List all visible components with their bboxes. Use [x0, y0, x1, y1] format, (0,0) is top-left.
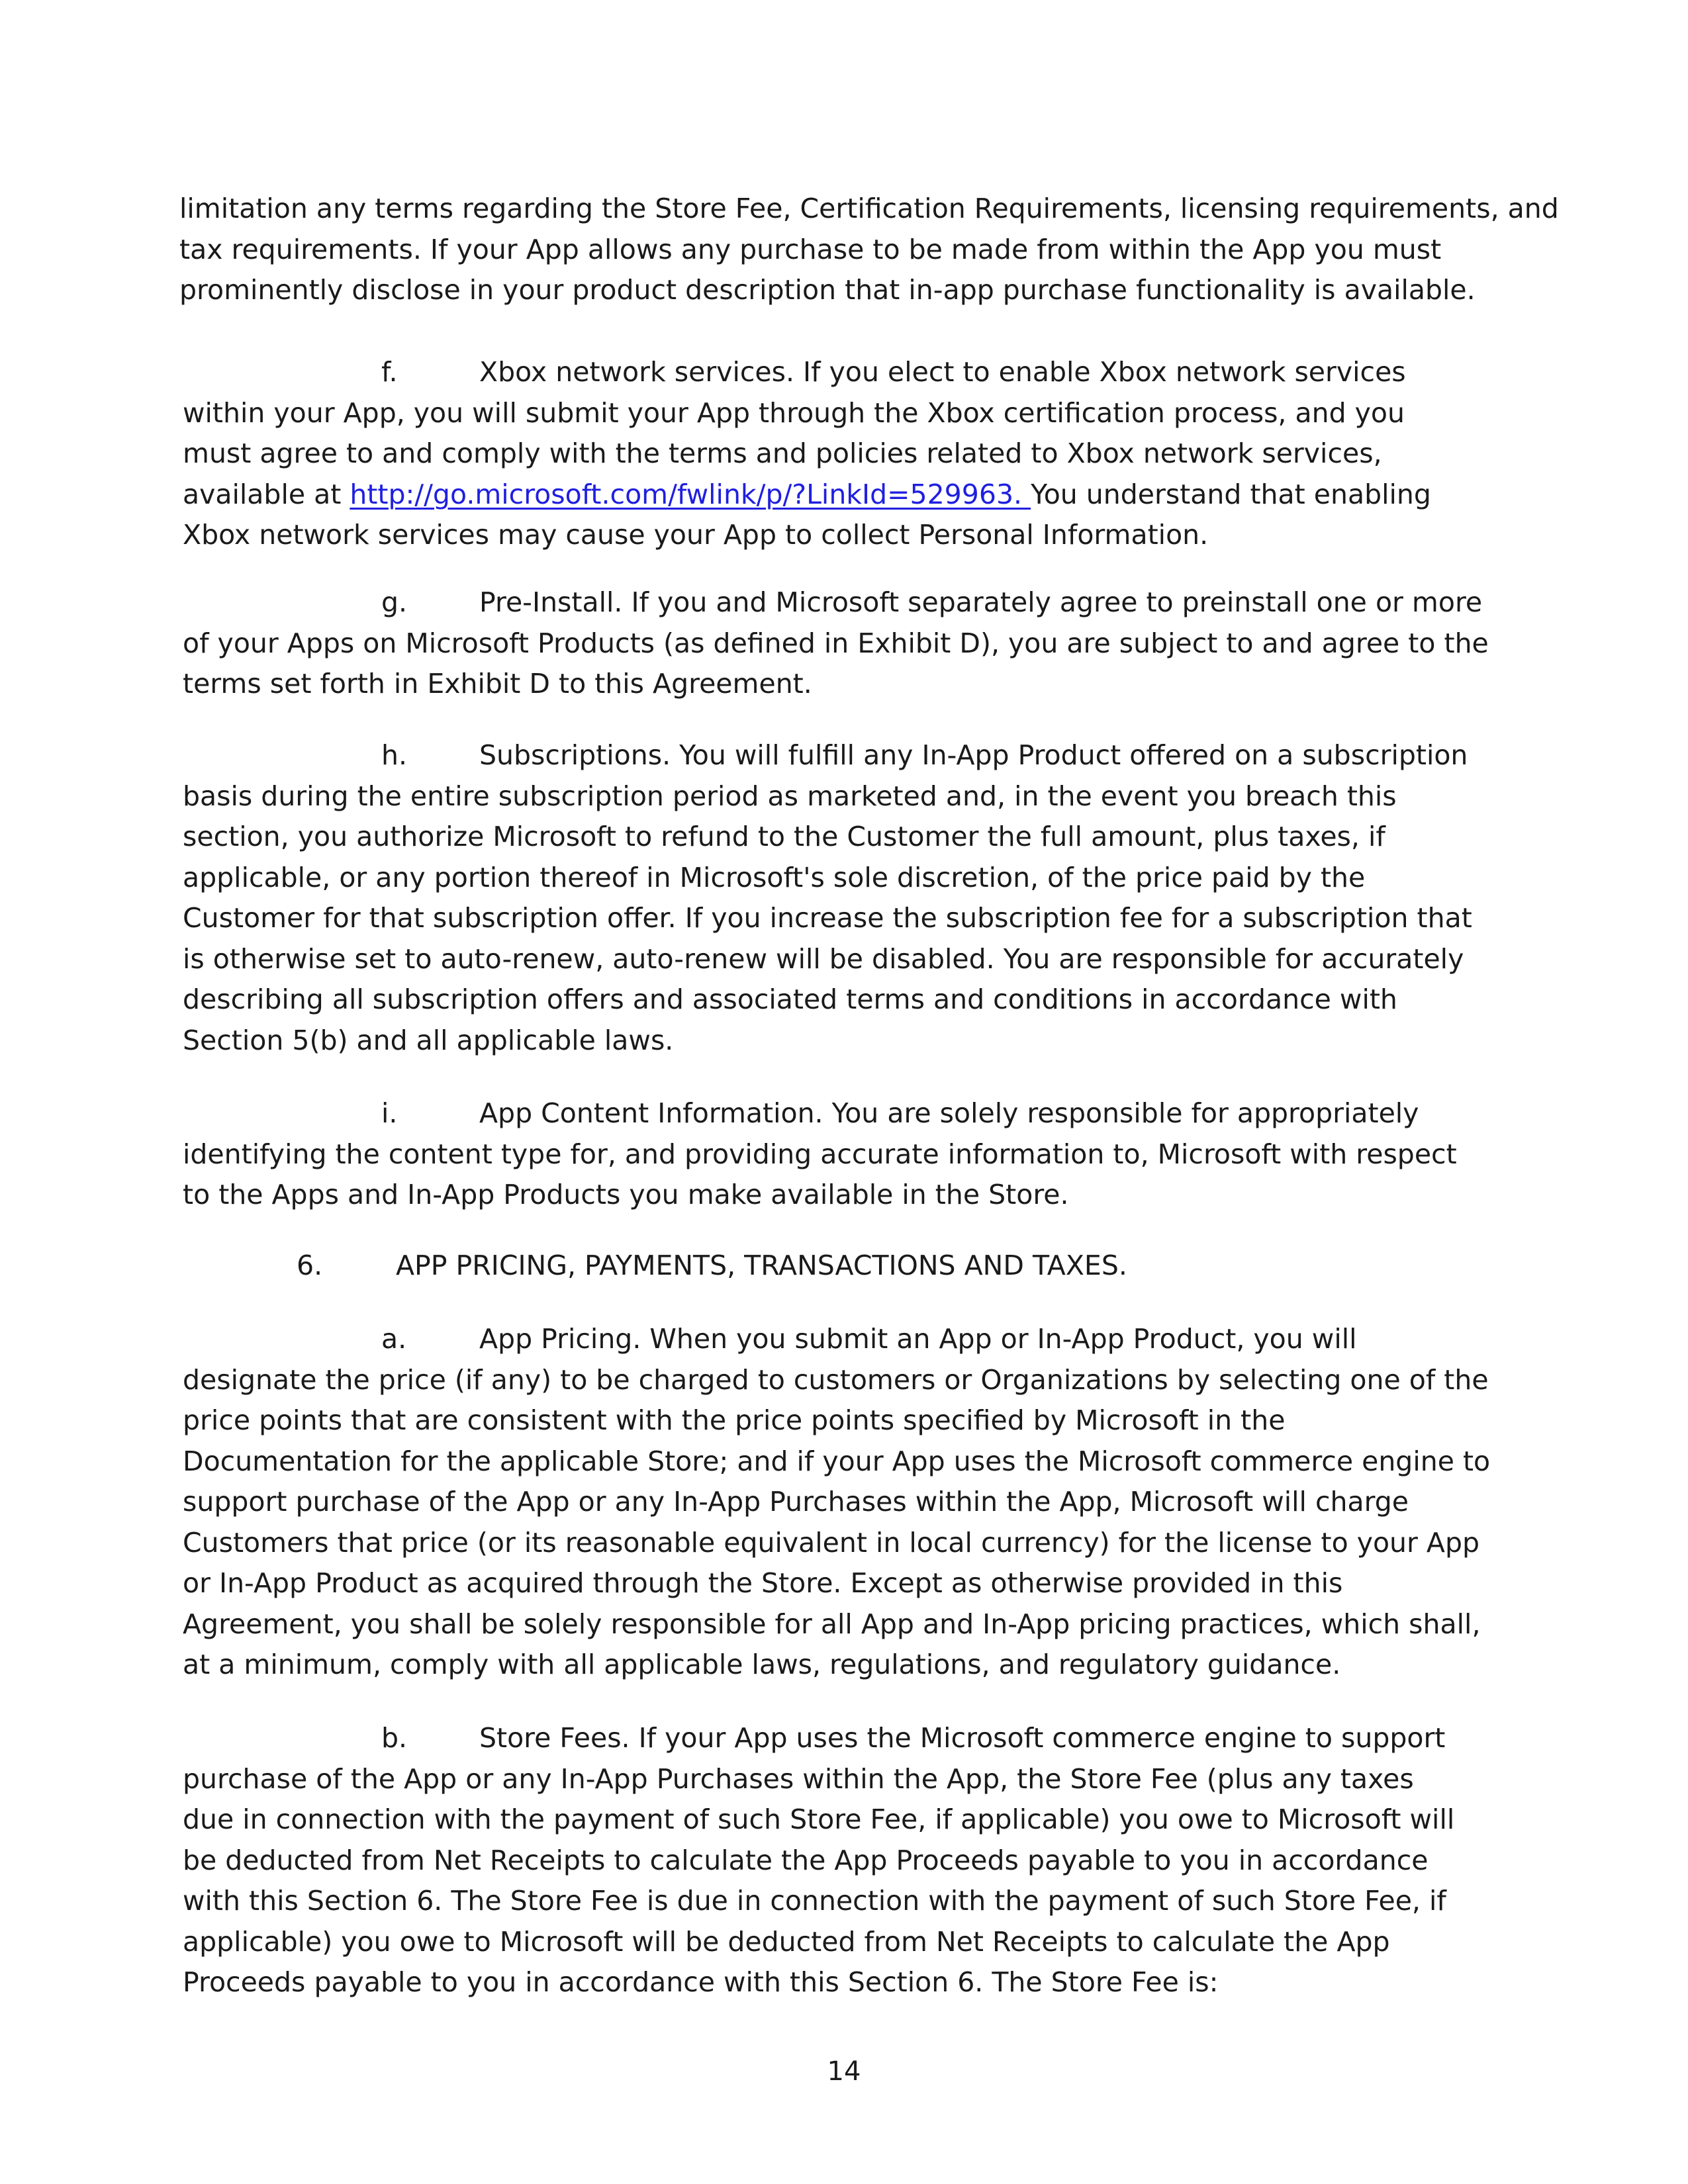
text-line: of your Apps on Microsoft Products (as defined in Exhibit D), you are subject to and agree to the: [183, 627, 1489, 659]
intro-paragraph: [179, 189, 1563, 311]
text-line: describing all subscription offers and associated terms and conditions in accordance with: [183, 983, 1397, 1015]
section-h-first-line: Subscriptions. You will fulfill any In-App Product offered on a subscription: [479, 739, 1468, 771]
text-line: to the Apps and In-App Products you make available in the Store.: [183, 1179, 1069, 1210]
text-line: is otherwise set to auto-renew, auto-renew will be disabled. You are responsible for accurately: [183, 942, 1464, 975]
text-line: limitation any terms regarding the Store Fee, Certification Requirements, licensing requirements, and: [179, 193, 1559, 224]
text-line: applicable, or any portion thereof in Microsoft's sole discretion, of the price paid by the: [183, 861, 1366, 893]
section-i-marker: i.: [381, 1097, 398, 1129]
section-6-title: APP PRICING, PAYMENTS, TRANSACTIONS AND TAXES.: [396, 1250, 1127, 1281]
text-line: within your App, you will submit your App through the Xbox certification process, and you: [183, 396, 1405, 429]
text-line: Customers that price (or its reasonable equivalent in local currency) for the license to your App: [183, 1526, 1480, 1559]
section-f-paragraph: [183, 352, 1507, 556]
text-line: due in connection with the payment of such Store Fee, if applicable) you owe to Microsoft will: [183, 1803, 1455, 1835]
text-line: Agreement, you shall be solely responsible for all App and In-App pricing practices, which shall,: [183, 1608, 1481, 1640]
section-i-first-line: App Content Information. You are solely responsible for appropriately: [479, 1097, 1419, 1129]
text-line: Section 5(b) and all applicable laws.: [183, 1024, 674, 1056]
text-line: Xbox network services may cause your App to collect Personal Information.: [183, 519, 1209, 551]
text-line: applicable) you owe to Microsoft will be deducted from Net Receipts to calculate the App: [183, 1925, 1390, 1958]
section-6b-paragraph: [183, 1718, 1507, 2003]
text-line: with this Section 6. The Store Fee is due in connection with the payment of such Store Fee, if: [183, 1885, 1446, 1917]
section-f-marker: f.: [381, 356, 398, 388]
text-line: terms set forth in Exhibit D to this Agreement.: [183, 668, 812, 700]
text-line: or In-App Product as acquired through the Store. Except as otherwise provided in this: [183, 1567, 1343, 1599]
xbox-policy-link[interactable]: http://go.microsoft.com/fwlink/p/?LinkId=529963.: [350, 478, 1031, 510]
text-line: at a minimum, comply with all applicable laws, regulations, and regulatory guidance.: [183, 1649, 1341, 1680]
section-h-marker: h.: [381, 739, 408, 771]
section-6b-marker: b.: [381, 1722, 408, 1754]
section-h-paragraph: [183, 735, 1507, 1061]
text-line: designate the price (if any) to be charged to customers or Organizations by selecting one of the: [183, 1363, 1489, 1396]
text-line: identifying the content type for, and providing accurate information to, Microsoft with respect: [183, 1138, 1457, 1170]
text-line: be deducted from Net Receipts to calculate the App Proceeds payable to you in accordance: [183, 1844, 1429, 1876]
text-line: basis during the entire subscription period as marketed and, in the event you breach this: [183, 780, 1397, 812]
section-6b-first-line: Store Fees. If your App uses the Microsoft commerce engine to support: [479, 1722, 1446, 1754]
text-line: support purchase of the App or any In-App Purchases within the App, Microsoft will charge: [183, 1486, 1409, 1518]
section-6a-marker: a.: [381, 1323, 407, 1355]
section-g-marker: g.: [381, 586, 408, 618]
text-line: section, you authorize Microsoft to refund to the Customer the full amount, plus taxes, if: [183, 821, 1385, 852]
text-line: purchase of the App or any In-App Purchases within the App, the Store Fee (plus any taxes: [183, 1762, 1414, 1795]
text-line: Documentation for the applicable Store; and if your App uses the Microsoft commerce engine to: [183, 1445, 1491, 1477]
link-prefix-text: available at: [183, 478, 350, 510]
section-g-paragraph: [183, 582, 1507, 705]
section-6-heading: [183, 1246, 1507, 1287]
section-i-paragraph: [183, 1093, 1507, 1216]
section-f-first-line: Xbox network services. If you elect to enable Xbox network services: [479, 356, 1406, 388]
link-suffix-text: You understand that enabling: [1031, 478, 1431, 510]
text-line: price points that are consistent with the price points specified by Microsoft in the: [183, 1404, 1286, 1436]
section-6-number: 6.: [297, 1250, 323, 1281]
text-line: prominently disclose in your product description that in-app purchase functionality is available.: [179, 274, 1476, 306]
text-line: tax requirements. If your App allows any purchase to be made from within the App you must: [179, 233, 1442, 265]
section-6a-first-line: App Pricing. When you submit an App or In-App Product, you will: [479, 1323, 1357, 1355]
page-number: 14: [827, 2056, 861, 2087]
section-6a-paragraph: [183, 1319, 1507, 1686]
text-line: Customer for that subscription offer. If you increase the subscription fee for a subscription that: [183, 902, 1472, 934]
text-line: Proceeds payable to you in accordance with this Section 6. The Store Fee is:: [183, 1966, 1219, 1998]
section-g-first-line: Pre-Install. If you and Microsoft separately agree to preinstall one or more: [479, 586, 1483, 618]
text-line: must agree to and comply with the terms and policies related to Xbox network services,: [183, 437, 1382, 469]
